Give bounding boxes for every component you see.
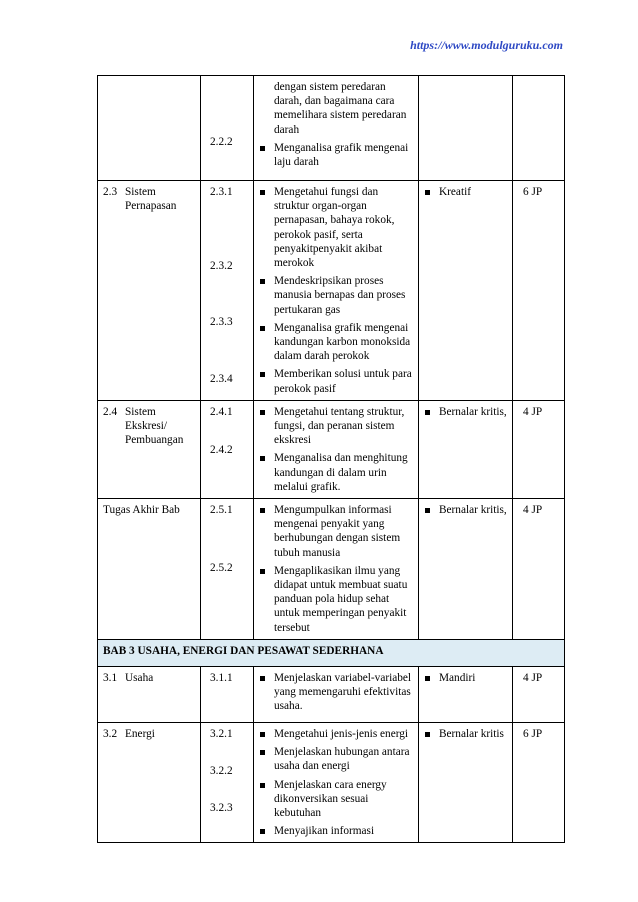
bullet-icon xyxy=(425,732,430,737)
code: 3.1.1 xyxy=(210,671,233,684)
list-item: Mengetahui jenis-jenis energi xyxy=(259,727,413,741)
bullet-icon xyxy=(260,279,265,284)
list-item: Mengetahui fungsi dan struktur organ-organ pernapasan, bahaya rokok, perokok pasif, serta penyakitpenyakit akibat merokok xyxy=(259,185,413,270)
code: 3.2.3 xyxy=(210,801,233,814)
bullet-icon xyxy=(260,829,265,834)
bullet-icon xyxy=(260,508,265,513)
objective-cell xyxy=(254,722,419,842)
jp-cell: 6 JP xyxy=(513,181,565,401)
topic-cell xyxy=(98,400,201,498)
topic-number: 3.1 xyxy=(103,671,118,684)
table-row xyxy=(98,76,565,181)
list-item: Menganalisa grafik mengenai laju darah xyxy=(259,141,413,169)
topic-title: Energi xyxy=(125,727,155,740)
code: 2.5.1 xyxy=(210,504,233,517)
objective-continuation: dengan sistem peredaran darah, dan bagaimana cara memelihara sistem peredaran darah xyxy=(274,81,407,136)
bullet-icon xyxy=(260,783,265,788)
code: 2.4.1 xyxy=(210,405,233,418)
value-cell xyxy=(419,666,513,722)
list-item: Mengetahui tentang struktur, fungsi, dan peranan sistem ekskresi xyxy=(259,405,413,448)
value-cell xyxy=(419,181,513,401)
topic-cell xyxy=(98,722,201,842)
topic-cell xyxy=(98,666,201,722)
section-title: BAB 3 USAHA, ENERGI DAN PESAWAT SEDERHANA xyxy=(98,639,565,666)
code-cell xyxy=(201,400,254,498)
objective-cell xyxy=(254,181,419,401)
value-cell xyxy=(419,400,513,498)
list-item: Mandiri xyxy=(424,671,507,685)
table-row xyxy=(98,722,565,842)
jp-cell: 6 JP xyxy=(513,722,565,842)
code: 2.2.2 xyxy=(210,136,233,148)
bullet-icon xyxy=(425,676,430,681)
topic-title: Tugas Akhir Bab xyxy=(103,504,180,517)
table-row xyxy=(98,181,565,401)
list-item: Mendeskripsikan proses manusia bernapas dan proses pertukaran gas xyxy=(259,274,413,317)
code-cell xyxy=(201,666,254,722)
code: 2.4.2 xyxy=(210,443,233,456)
objective-cell xyxy=(254,400,419,498)
bullet-icon xyxy=(260,326,265,331)
list-item: Kreatif xyxy=(424,185,507,199)
code-cell xyxy=(201,76,254,181)
topic-title: Sistem Pernapasan xyxy=(125,186,177,213)
topic-title: Sistem Ekskresi/ Pembuangan xyxy=(125,405,184,447)
code-cell xyxy=(201,181,254,401)
bullet-icon xyxy=(260,750,265,755)
value-cell xyxy=(419,499,513,640)
objective-cell xyxy=(254,666,419,722)
value-cell xyxy=(419,722,513,842)
bullet-icon xyxy=(425,508,430,513)
list-item: Bernalar kritis, xyxy=(424,405,507,419)
bullet-icon xyxy=(260,732,265,737)
list-item: Menjelaskan hubungan antara usaha dan energi xyxy=(259,745,413,773)
code-cell xyxy=(201,499,254,640)
list-item: Menjelaskan variabel-variabel yang memengaruhi efektivitas usaha. xyxy=(259,671,413,714)
code: 2.3.1 xyxy=(210,186,233,198)
bullet-icon xyxy=(260,676,265,681)
code: 2.3.2 xyxy=(210,260,233,272)
header-url[interactable]: https://www.modulguruku.com xyxy=(410,38,563,52)
bullet-icon xyxy=(425,190,430,195)
list-item: Bernalar kritis, xyxy=(424,503,507,517)
list-item: Memberikan solusi untuk para perokok pasif xyxy=(259,367,413,395)
objective-cell xyxy=(254,76,419,181)
bullet-icon xyxy=(260,410,265,415)
code: 3.2.1 xyxy=(210,727,233,740)
list-item: Menyajikan informasi xyxy=(259,824,413,838)
list-item: Mengaplikasikan ilmu yang didapat untuk membuat suatu panduan pola hidup sehat untuk memperingan penyakit tersebut xyxy=(259,564,413,635)
code: 2.3.3 xyxy=(210,316,233,328)
jp-cell: 4 JP xyxy=(513,499,565,640)
list-item: Mengumpulkan informasi mengenai penyakit yang berhubungan dengan sistem tubuh manusia xyxy=(259,503,413,560)
table-row xyxy=(98,666,565,722)
code-cell xyxy=(201,722,254,842)
topic-number: 3.2 xyxy=(103,727,118,740)
code: 2.5.2 xyxy=(210,562,233,575)
table-row xyxy=(98,400,565,498)
topic-cell xyxy=(98,181,201,401)
bullet-icon xyxy=(260,569,265,574)
code: 3.2.2 xyxy=(210,764,233,777)
bullet-icon xyxy=(425,410,430,415)
topic-cell xyxy=(98,76,201,181)
list-item: Menjelaskan cara energy dikonversikan sesuai kebutuhan xyxy=(259,778,413,821)
list-item: Menganalisa grafik mengenai kandungan karbon monoksida dalam darah perokok xyxy=(259,321,413,364)
list-item: Menganalisa dan menghitung kandungan di dalam urin melalui grafik. xyxy=(259,451,413,494)
table-row xyxy=(98,499,565,640)
bullet-icon xyxy=(260,146,265,151)
curriculum-table xyxy=(97,75,565,843)
code: 2.3.4 xyxy=(210,373,233,385)
jp-cell: 4 JP xyxy=(513,666,565,722)
topic-number: 2.4 xyxy=(103,405,118,418)
value-cell xyxy=(419,76,513,181)
section-header-row xyxy=(98,639,565,666)
bullet-icon xyxy=(260,372,265,377)
topic-cell xyxy=(98,499,201,640)
list-item: Bernalar kritis xyxy=(424,727,507,741)
jp-cell: 4 JP xyxy=(513,400,565,498)
topic-number: 2.3 xyxy=(103,186,118,198)
bullet-icon xyxy=(260,456,265,461)
bullet-icon xyxy=(260,190,265,195)
jp-cell xyxy=(513,76,565,181)
objective-cell xyxy=(254,499,419,640)
topic-title: Usaha xyxy=(125,671,154,684)
